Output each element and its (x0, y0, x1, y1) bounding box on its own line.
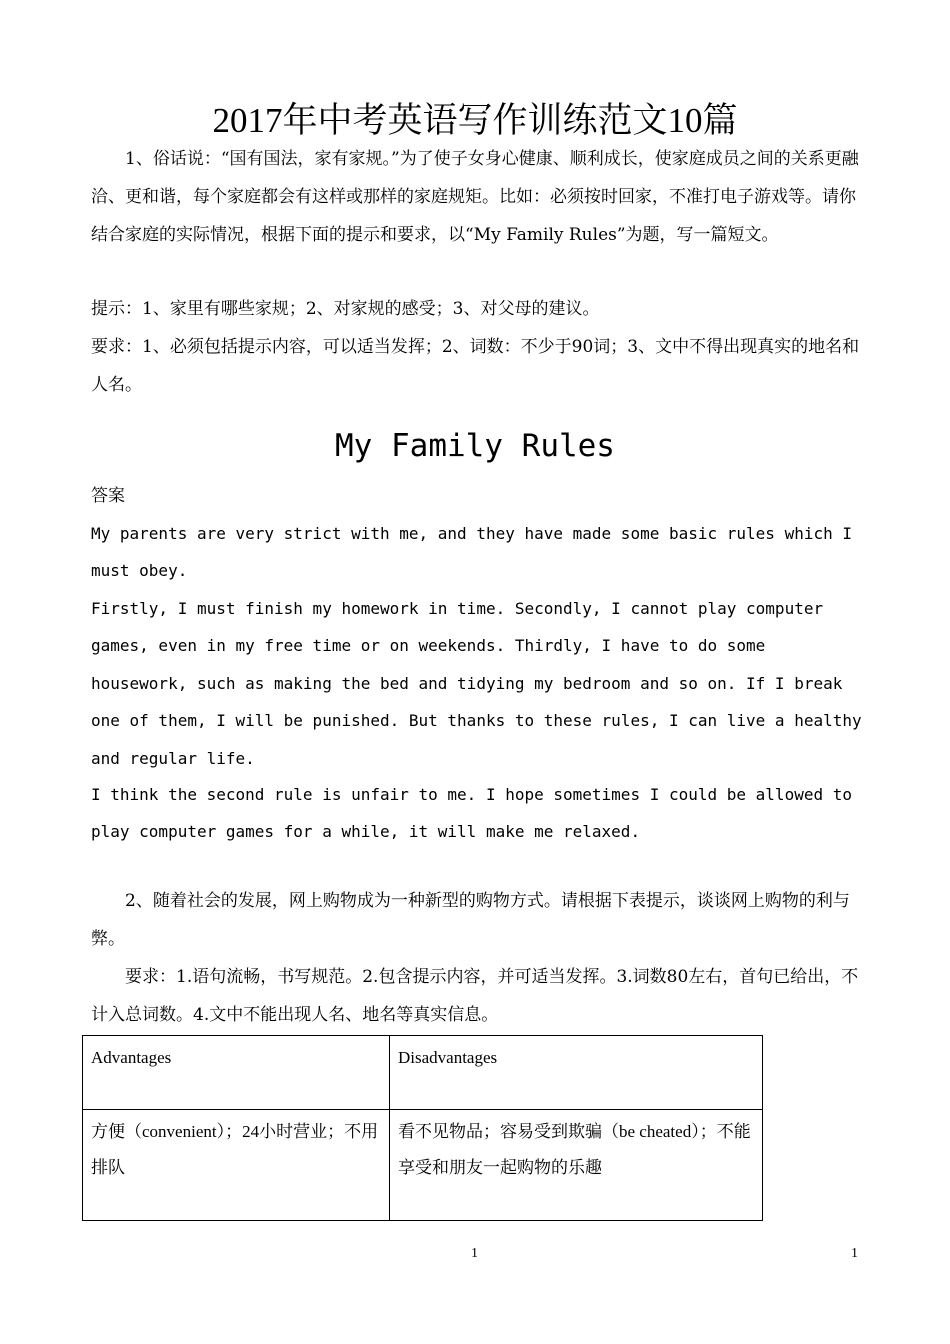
essay-title: My Family Rules (335, 428, 615, 464)
disadvantages-cell: 看不见物品；容易受到欺骗（be cheated）；不能享受和朋友一起购物的乐趣 (390, 1110, 763, 1221)
q1-prompt: 1、俗话说：“国有国法，家有家规。”为了使子女身心健康、顺利成长，使家庭成员之间的关系更融洽、更和谐，每个家庭都会有这样或那样的家庭规矩。比如：必须按时回家，不准打电子游戏等。请你结合家庭的实际情况，根据下面的提示和要求，以“My Family Rules”为题，写一篇短文。 (91, 149, 859, 245)
q1-hints: 提示：1、家里有哪些家规；2、对家规的感受；3、对父母的建议。 (91, 299, 600, 319)
pros-cons-table (82, 1035, 763, 1221)
answer-paragraph-1: My parents are very strict with me, and they have made some basic rules which I must obey. (91, 524, 852, 581)
q2-prompt: 2、随着社会的发展，网上购物成为一种新型的购物方式。请根据下表提示，谈谈网上购物的利与弊。 (91, 891, 850, 949)
table-row (83, 1110, 763, 1221)
q2-requirements: 要求：1.语句流畅，书写规范。2.包含提示内容，并可适当发挥。3.词数80左右，首句已给出，不计入总词数。4.文中不能出现人名、地名等真实信息。 (91, 967, 859, 1025)
advantages-cell: 方便（convenient）；24小时营业；不用排队 (83, 1110, 390, 1221)
page-number-right: 1 (851, 1246, 858, 1261)
answer-paragraph-3: I think the second rule is unfair to me. I hope sometimes I could be allowed to play computer games for a while, it will make me relaxed. (91, 785, 852, 842)
advantages-header: Advantages (83, 1036, 390, 1110)
answer-label: 答案 (91, 486, 125, 506)
q1-requirements: 要求：1、必须包括提示内容，可以适当发挥；2、词数：不少于90词；3、文中不得出现真实的地名和人名。 (91, 337, 860, 395)
document-title: 2017年中考英语写作训练范文10篇 (212, 101, 738, 140)
page-number-center: 1 (471, 1246, 478, 1261)
table-header-row (83, 1036, 763, 1110)
answer-paragraph-2: Firstly, I must finish my homework in time. Secondly, I cannot play computer games, even in my free time or on weekends. Thirdly, I have to do some housework, such as making the bed and tidying my bedroom and so on. If I break one of them, I will be punished. But thanks to these rules, I can live a healthy and regular life. (91, 599, 862, 768)
disadvantages-header: Disadvantages (390, 1036, 763, 1110)
